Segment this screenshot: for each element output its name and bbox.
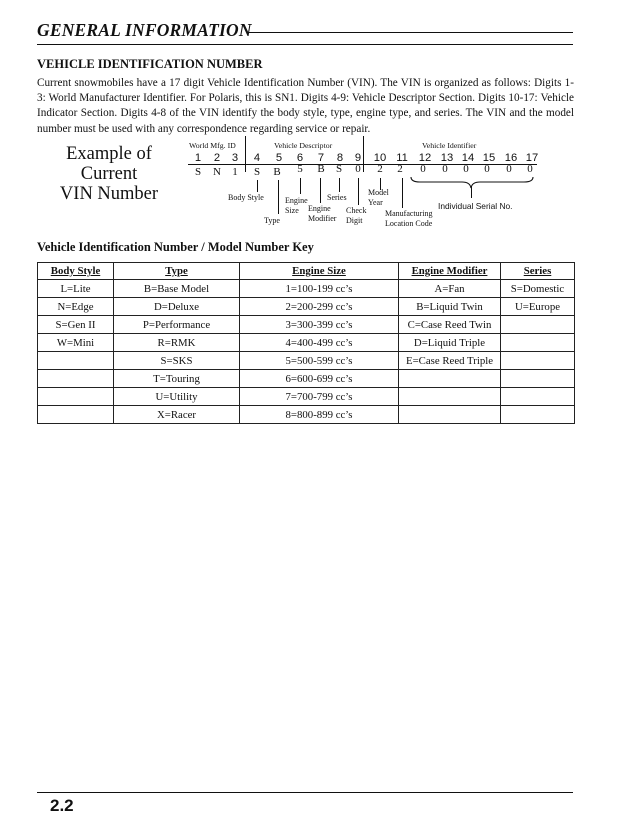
section-heading: VEHICLE IDENTIFICATION NUMBER <box>37 57 263 71</box>
vin-character: 0 <box>442 163 448 175</box>
header-rule <box>247 32 573 33</box>
callout-leader <box>300 178 301 194</box>
table-cell: C=Case Reed Twin <box>399 316 501 334</box>
callout-check-digit-line: Check <box>346 206 367 215</box>
header-title: GENERAL INFORMATION <box>37 20 252 40</box>
page-number: 2.2 <box>50 796 74 815</box>
callout-mfg-location <box>385 209 433 228</box>
table-row <box>38 352 575 370</box>
table-cell: U=Europe <box>501 298 575 316</box>
callout-engine-modifier-line: Engine <box>308 204 331 213</box>
table-cell <box>501 370 575 388</box>
table-row <box>38 334 575 352</box>
group-label-identifier: Vehicle Identifier <box>422 141 477 150</box>
group-label-wmi: World Mfg. ID <box>189 141 236 150</box>
table-cell: S=Domestic <box>501 280 575 298</box>
vin-position: 8 <box>336 152 344 164</box>
callout-leader <box>339 178 340 192</box>
vin-example-line: VIN Number <box>59 184 159 204</box>
callout-leader <box>358 178 359 205</box>
table-cell: 7=700-799 cc’s <box>240 388 399 406</box>
table-cell: 8=800-899 cc’s <box>240 406 399 424</box>
vin-character: S <box>194 166 202 178</box>
table-cell <box>38 388 114 406</box>
table-cell: N=Edge <box>38 298 114 316</box>
table-cell: 6=600-699 cc’s <box>240 370 399 388</box>
vin-example-title <box>44 144 174 204</box>
column-header: Type <box>114 263 240 280</box>
table-cell <box>399 370 501 388</box>
table-row <box>38 406 575 424</box>
vin-position: 12 <box>418 152 432 164</box>
table-cell: D=Liquid Triple <box>399 334 501 352</box>
table-row <box>38 370 575 388</box>
callout-leader <box>278 180 279 214</box>
vin-position: 2 <box>213 152 221 164</box>
vin-position: 10 <box>373 152 387 164</box>
vin-character: 0 <box>506 163 512 175</box>
callout-engine-size <box>285 196 308 215</box>
callout-serial-number: Individual Serial No. <box>438 201 513 211</box>
vin-example-line: Current <box>80 164 138 184</box>
vin-character: 0 <box>463 163 469 175</box>
table-cell: X=Racer <box>114 406 240 424</box>
table-cell: S=SKS <box>114 352 240 370</box>
callout-model-year <box>368 188 389 207</box>
key-heading: Vehicle Identification Number / Model Number Key <box>37 240 314 254</box>
table-cell <box>38 406 114 424</box>
callout-engine-size-line: Size <box>285 205 299 215</box>
table-cell <box>501 316 575 334</box>
vin-position: 16 <box>504 152 518 164</box>
vin-position: 6 <box>296 152 304 164</box>
vin-character: 0 <box>484 163 490 175</box>
callout-engine-modifier <box>308 204 336 223</box>
column-header: Series <box>501 263 575 280</box>
table-cell: R=RMK <box>114 334 240 352</box>
table-cell <box>38 370 114 388</box>
callout-check-digit <box>346 206 366 225</box>
table-cell: 2=200-299 cc’s <box>240 298 399 316</box>
table-row <box>38 298 575 316</box>
table-row <box>38 280 575 298</box>
table-cell: S=Gen II <box>38 316 114 334</box>
table-cell <box>501 406 575 424</box>
callout-type: Type <box>264 216 280 225</box>
table-cell: W=Mini <box>38 334 114 352</box>
vin-position: 14 <box>461 152 475 164</box>
table-cell: 1=100-199 cc’s <box>240 280 399 298</box>
vin-character: B <box>317 163 325 175</box>
table-cell: 3=300-399 cc’s <box>240 316 399 334</box>
vin-diagram <box>0 130 638 240</box>
vin-character: 5 <box>297 163 303 175</box>
table-cell <box>38 352 114 370</box>
callout-model-year-line: Model <box>368 188 389 197</box>
vin-position: 13 <box>440 152 454 164</box>
table-cell <box>399 406 501 424</box>
column-header: Engine Size <box>240 263 399 280</box>
vin-position: 9 <box>354 152 362 164</box>
table-cell: A=Fan <box>399 280 501 298</box>
table-cell: 5=500-599 cc’s <box>240 352 399 370</box>
table-cell: B=Base Model <box>114 280 240 298</box>
vin-position: 11 <box>396 152 408 164</box>
column-header: Engine Modifier <box>399 263 501 280</box>
group-label-descriptor: Vehicle Descriptor <box>274 141 333 150</box>
table-cell: B=Liquid Twin <box>399 298 501 316</box>
vin-position: 3 <box>231 152 239 164</box>
vin-character: 0 <box>527 163 533 175</box>
table-cell: U=Utility <box>114 388 240 406</box>
footer-rule <box>37 792 573 793</box>
callout-series: Series <box>327 193 347 202</box>
page-header <box>37 18 573 44</box>
table-cell <box>501 334 575 352</box>
table-row <box>38 388 575 406</box>
vin-character: 0 <box>355 163 361 175</box>
table-header-row <box>38 263 575 280</box>
vin-example-line: Example of <box>66 144 152 164</box>
vin-character: N <box>213 166 221 178</box>
vin-character: 1 <box>232 166 238 178</box>
table-cell: T=Touring <box>114 370 240 388</box>
callout-engine-modifier-line: Modifier <box>308 213 337 223</box>
table-cell <box>501 388 575 406</box>
callout-check-digit-line: Digit <box>346 215 363 225</box>
header-underline <box>37 44 573 45</box>
table-cell: P=Performance <box>114 316 240 334</box>
table-cell: E=Case Reed Triple <box>399 352 501 370</box>
vin-key-table <box>37 262 575 424</box>
table-cell: L=Lite <box>38 280 114 298</box>
callout-leader <box>257 180 258 192</box>
column-header: Body Style <box>38 263 114 280</box>
callout-leader <box>402 178 403 208</box>
vin-character: S <box>253 166 261 178</box>
callout-model-year-line: Year <box>368 197 383 207</box>
vin-character: 0 <box>420 163 426 175</box>
intro-paragraph: Current snowmobiles have a 17 digit Vehicle Identification Number (VIN). The VIN is organized as follows: Digits 1-3: World Manufacturer Identifier. For Polaris, this is SN1. Digits 4-9: Vehicle Descriptor Section. Digits 10-17: Vehicle Indicator Section. Digits 4-8 of the VIN identify the body style, type, engine type, and series. The VIN and the model number must be used with any correspondence regarding service or repair. <box>37 77 574 135</box>
callout-mfg-location-line: Manufacturing <box>385 209 433 218</box>
callout-engine-size-line: Engine <box>285 196 308 205</box>
table-cell <box>501 352 575 370</box>
callout-body-style: Body Style <box>228 193 264 202</box>
vin-position: 15 <box>482 152 496 164</box>
callout-leader <box>320 178 321 203</box>
callout-mfg-location-line: Location Code <box>385 218 433 228</box>
table-row <box>38 316 575 334</box>
vin-character: 2 <box>377 163 383 175</box>
vin-character: 2 <box>397 163 403 175</box>
serial-brace <box>410 176 534 190</box>
vin-character: B <box>273 166 281 178</box>
table-cell: 4=400-499 cc’s <box>240 334 399 352</box>
vin-position: 7 <box>317 152 325 164</box>
vin-position: 17 <box>525 152 539 164</box>
vin-position: 1 <box>194 152 202 164</box>
table-cell <box>399 388 501 406</box>
vin-position: 4 <box>253 152 261 164</box>
vin-position: 5 <box>275 152 283 164</box>
table-cell: D=Deluxe <box>114 298 240 316</box>
vin-character: S <box>335 163 343 175</box>
